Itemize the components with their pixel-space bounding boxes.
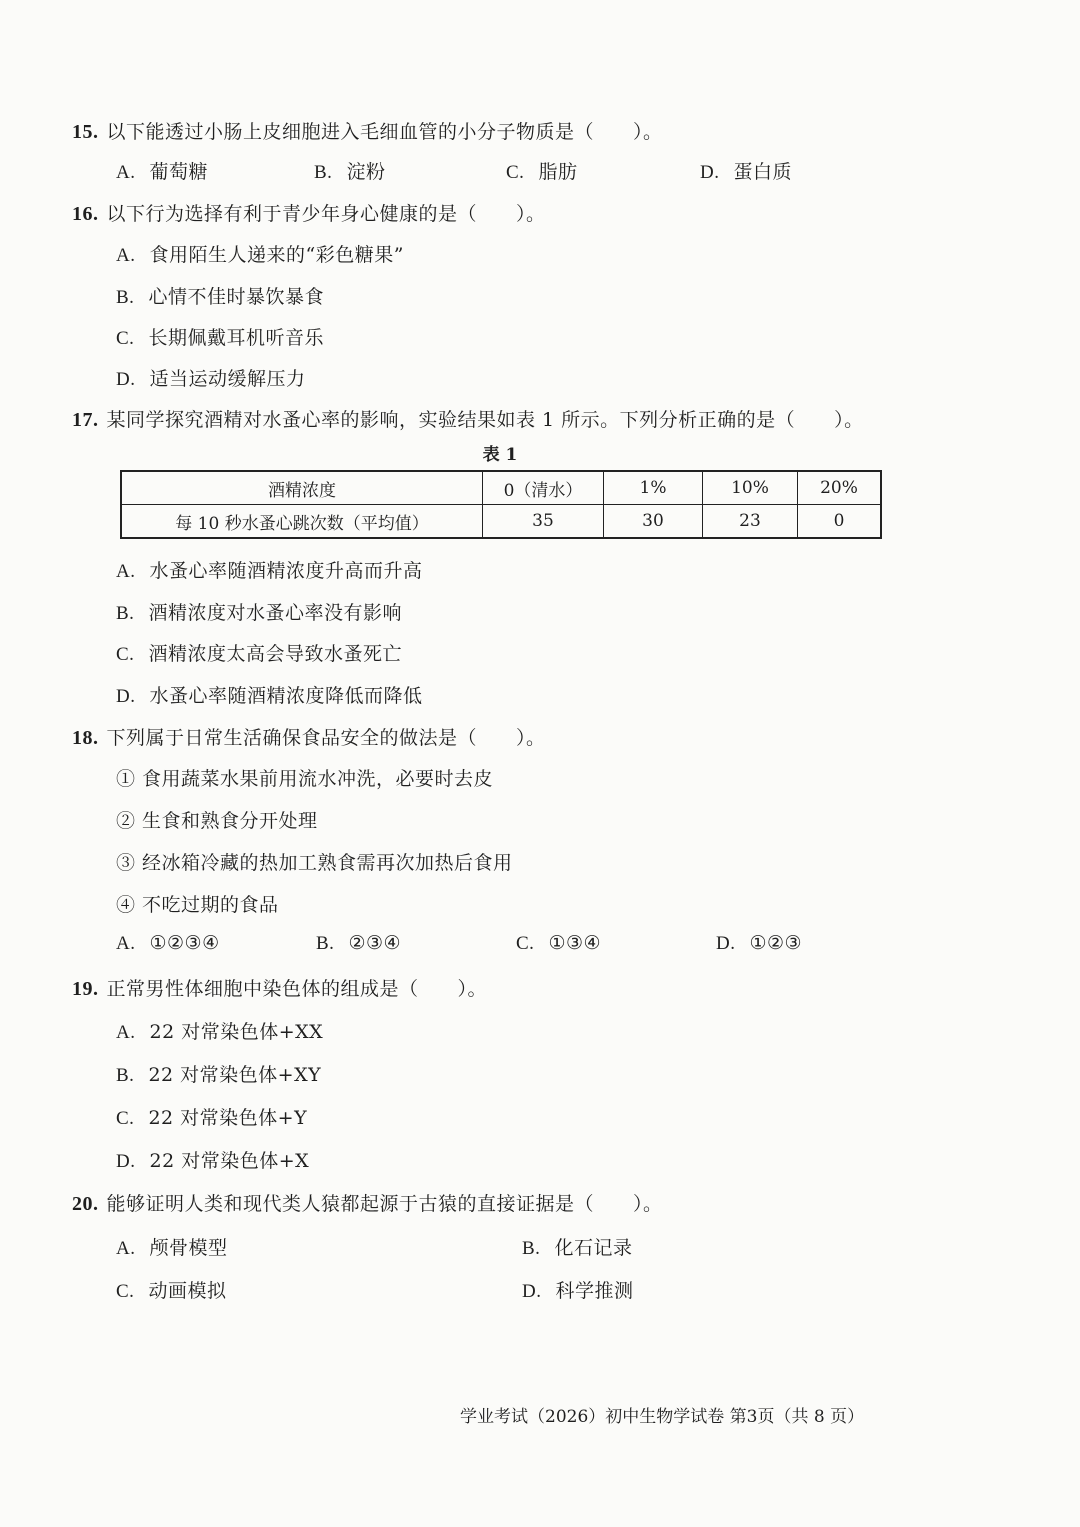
question-number: 20.: [72, 1193, 99, 1215]
question-20: [72, 1189, 663, 1216]
question-stem: 正常男性体细胞中染色体的组成是（ ）。: [106, 978, 488, 1000]
q15-option-a: A. 葡萄糖: [116, 161, 208, 183]
question-number: 16.: [72, 203, 99, 225]
q18-item-2: ② 生食和熟食分开处理: [116, 810, 318, 832]
q17-option-c: C. 酒精浓度太高会导致水蚤死亡: [116, 643, 402, 665]
q16-option-c: C. 长期佩戴耳机听音乐: [116, 327, 324, 349]
q18-option-d: D. ①②③: [716, 932, 803, 954]
question-number: 19.: [72, 978, 99, 1000]
q15-option-d: D. 蛋白质: [700, 161, 792, 183]
q20-option-d: D. 科学推测: [522, 1280, 634, 1302]
table-row: [121, 505, 881, 539]
question-stem: 以下行为选择有利于青少年身心健康的是（ ）。: [106, 203, 546, 225]
table-cell: 35: [483, 505, 604, 539]
question-15: [72, 117, 663, 144]
table-cell: 30: [604, 505, 703, 539]
table-cell: 0: [798, 505, 882, 539]
q18-item-4: ④ 不吃过期的食品: [116, 894, 279, 916]
table-cell: 10%: [703, 471, 798, 505]
q19-option-d: D. 22 对常染色体+X: [116, 1150, 310, 1172]
question-number: 15.: [72, 121, 99, 143]
q18-option-c: C. ①③④: [516, 932, 602, 954]
q17-option-a: A. 水蚤心率随酒精浓度升高而升高: [116, 560, 423, 582]
question-18: [72, 723, 546, 750]
question-number: 18.: [72, 727, 99, 749]
q17-option-d: D. 水蚤心率随酒精浓度降低而降低: [116, 685, 423, 707]
q16-option-b: B. 心情不佳时暴饮暴食: [116, 286, 324, 308]
q16-option-a: A. 食用陌生人递来的“彩色糖果”: [116, 244, 404, 266]
q18-option-b: B. ②③④: [316, 932, 402, 954]
q20-option-a: A. 颅骨模型: [116, 1237, 228, 1259]
q18-item-1: ① 食用蔬菜水果前用流水冲洗，必要时去皮: [116, 768, 494, 790]
q17-option-b: B. 酒精浓度对水蚤心率没有影响: [116, 602, 402, 624]
question-stem: 某同学探究酒精对水蚤心率的影响，实验结果如表 1 所示。下列分析正确的是（ ）。: [106, 409, 864, 431]
q19-option-b: B. 22 对常染色体+XY: [116, 1064, 322, 1086]
q20-option-b: B. 化石记录: [522, 1237, 633, 1259]
table-cell: 20%: [798, 471, 882, 505]
question-stem: 以下能透过小肠上皮细胞进入毛细血管的小分子物质是（ ）。: [106, 121, 663, 143]
question-number: 17.: [72, 409, 99, 431]
table-cell: 酒精浓度: [121, 471, 483, 505]
question-stem: 下列属于日常生活确保食品安全的做法是（ ）。: [106, 727, 546, 749]
question-stem: 能够证明人类和现代类人猿都起源于古猿的直接证据是（ ）。: [106, 1193, 663, 1215]
table-cell: 23: [703, 505, 798, 539]
question-19: [72, 974, 487, 1001]
q15-option-b: B. 淀粉: [314, 161, 386, 183]
table-cell: 1%: [604, 471, 703, 505]
q19-option-c: C. 22 对常染色体+Y: [116, 1107, 308, 1129]
table-caption: 表 1: [482, 445, 518, 465]
q20-option-c: C. 动画模拟: [116, 1280, 227, 1302]
heart-rate-table: [120, 470, 882, 539]
q16-option-d: D. 适当运动缓解压力: [116, 368, 306, 390]
q18-option-a: A. ①②③④: [116, 932, 220, 954]
q19-option-a: A. 22 对常染色体+XX: [116, 1021, 324, 1043]
q18-item-3: ③ 经冰箱冷藏的热加工熟食需再次加热后食用: [116, 852, 513, 874]
question-16: [72, 199, 546, 226]
q15-option-c: C. 脂肪: [506, 161, 578, 183]
table-cell: 0（清水）: [483, 471, 604, 505]
table-row: [121, 471, 881, 505]
question-17: [72, 405, 864, 432]
table-cell: 每 10 秒水蚤心跳次数（平均值）: [121, 505, 483, 539]
page-footer: 学业考试（2026）初中生物学试卷 第3页（共 8 页）: [460, 1407, 865, 1427]
